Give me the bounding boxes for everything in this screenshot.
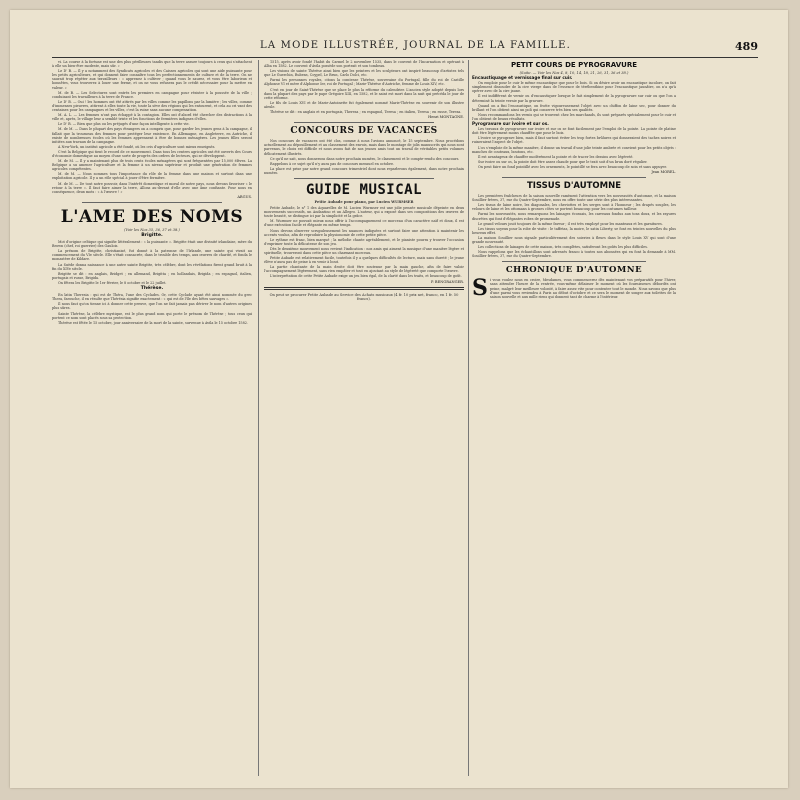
column-rule	[258, 60, 259, 776]
header-rule	[52, 57, 758, 58]
concours-paragraph: La place est prise par notre grand concours trimestriel dont nous reparlerons également, dans notre prochain numéro.	[264, 166, 464, 175]
section-divider	[82, 202, 222, 203]
column-2	[264, 60, 464, 776]
lame-des-noms-heading: L'AME DES NOMS	[60, 206, 244, 227]
section-divider	[294, 122, 434, 123]
footnote-divider	[264, 287, 464, 290]
brigitte-paragraph: Mot d'origine celtique qui signifie littéralement : « la puissante ». Brigitte était une divinité irlandaise, mère du Brown (chef, roi guerrier) des Gaulois.	[52, 240, 252, 249]
pyrogravure-heading: PETIT COURS DE PYROGRAVURE	[510, 61, 638, 69]
guide-paragraph: La partie chantante de la main droite doit être soutenue par la main gauche, afin de faire valoir l'accompagnement légèrement, sans rien empâter et tout en ajoutant au style de légèreté que comporte l'œuvre.	[264, 265, 464, 274]
guide-paragraph: Le rythme est franc, bien marqué ; la mélodie chante agréablement, et le pianiste pourra y trouver l'occasion d'exprimer toute la délicatesse de son jeu.	[264, 237, 464, 246]
concours-heading: CONCOURS DE VACANCES	[290, 126, 438, 137]
therese-continued-paragraph: 1515, après avoir fondé l'habit du Carmel le 2 novembre 1535, dans le couvent de l'Incarnation et opérant à Alba en 1582. Le couvent d'Avila possède son portrait et son tombeau.	[264, 60, 464, 69]
tissus-article	[472, 181, 676, 258]
therese-continued	[264, 60, 464, 119]
dialogue-paragraph: Le D' B. — Oui ! les hommes ont été attirés par les villes comme les papillons par la lumière ; les villes, comme d'immenses pieuvres, attirent à elles toute la vie, toute la sève des régions qui les entourent, et cela au cri vant des centaines pour les campagnes et les villes, c'est la ruine sans aucune compensation.	[52, 99, 252, 113]
pyrogravure-paragraph: On peut faire un fond pointillé avec les ornements, le pointillé se fera avec beaucoup de soin et sans appuyer.	[478, 164, 667, 169]
brigitte-paragraph: On fêtera les Brigitte le 1er février, le 8 octobre et le 22 juillet.	[58, 280, 167, 285]
concours-article	[264, 126, 464, 175]
dialogue-paragraph: C'est la Belgique qui tient le record de ce mouvement. Dans tous les centres agricoles ont été ouverts des Cours d'économie domestique au moyen d'une sorte de progrès des ordres de lecteurs, qui se développent.	[52, 149, 252, 158]
dialogue-paragraph: M. de M. — De tout notre pouvoir, dans l'intérêt domestique et moral de notre pays, nous devons favoriser « le retour à la terre ». Il faut faire aimer la terre, Allons au-devant d'elle avec une âme confiante. Pour nous en conséquence, deux mots : « à l'œuvre ! »	[52, 181, 252, 194]
section-divider	[294, 178, 434, 179]
dialogue-paragraph: Le D' B. — Bien que plus ou les préjugés d'une façon intelligente à cette vie.	[58, 122, 190, 127]
chronique-dropcap: S	[472, 275, 488, 302]
chronique-heading: CHRONIQUE D'AUTOMNE	[505, 265, 643, 276]
therese-continued-paragraph: Le fils de Louis XVI et de Marie-Antoinette fut également nommé Marie-Thérèse en souvenir de son illustre aïeule.	[264, 100, 464, 109]
page-header	[10, 40, 788, 56]
tissus-paragraph: La maison Souillier nous signale particulièrement des soieries à fleurs dans le style Louis XV qui sont d'une grande nouveauté.	[472, 235, 676, 244]
dialogue-paragraph: Le D' B. — Il y a notamment des Syndicats agricoles et des Caisses agricoles qui sont une aide puissante pour les petits agriculteurs, et qui donnent faire connaître tous les perfectionnements de culture et de la terre. On ne saurait trop répéter aux travailleurs : « apprenez à cultiver ; quand vous le saurez, et vous être laborieux et honnêtes, vous trouverez à louer une ferme, et on ne vous refusera pas le crédit nécessaire pour la mettre en valeur. »	[52, 69, 252, 90]
tissus-paragraph: Le grand velours jouit toujours de la même faveur ; il est très employé pour les manteaux et les garnitures.	[478, 221, 663, 226]
therese-title: Thérèse.	[140, 286, 164, 292]
column-rule	[468, 60, 469, 776]
column-3	[472, 60, 676, 776]
section-divider	[502, 261, 646, 262]
chronique-article	[472, 265, 676, 302]
therese-paragraph: Il nous faut qu'on tienne ici à donner cette preuve, que l'on ne fait jamais pas dériver le nom d'autres origines plus sûres.	[52, 302, 252, 311]
tissus-paragraph: Les collections de lainages de cette maison, très complètes, satisferont les goûts les plus difficiles.	[478, 245, 648, 250]
guide-musical-heading: GUIDE MUSICAL	[305, 181, 423, 198]
pyrogravure-article	[472, 61, 676, 174]
pyrogravure-paragraph: Il est avantageux de chauffer modérément la pointe et de tracer les dessins avec légèreté.	[478, 154, 634, 159]
pyrogravure-paragraph: L'os s'emploie de la même manière, il donne un travail d'une jolie teinte ambrée et convient pour les petits objets : manches de couteaux, boutons, etc.	[472, 145, 676, 154]
concours-paragraph: Nos concours de vacances ont été clos, comme à nous l'avions annoncé, le 15 septembre. Nous procédons actuellement au dépouillement et au classement des envois, mais dans le montage de jolis manuscrits qui nous sont parvenus, le choix est difficile et nous avons fait de nos jeunes amis tout un travail de véritables petits volumes délicatement illustrés.	[264, 139, 464, 156]
dialogue-paragraph: M. de M. — Nous sommes tous l'importance du rôle de la femme dans une maison et surtout dans une exploitation agricole. Il y a un rôle spécial à jouer d'être fermière.	[52, 172, 252, 181]
guide-paragraph: Petite Aubade est relativement facile, toutefois il y a quelques difficultés de lecture, mais sans dureté ; le jeune élève n'aura pas de peine à en venir à bout.	[264, 256, 464, 265]
lame-subtitle: (Voir les Nos 35, 36, 37 et 38.)	[124, 227, 180, 232]
lame-des-noms-article	[52, 207, 252, 325]
chronique-paragraph: i vous voulez nous en croire, Mesdames, vous commencerez dès maintenant vos préparatifs pour l'hiver, sans attendre l'heure de la rentrée, vous-même délaisser le moment où les fournisseurs débordés ont peine, malgré leur meilleure volonté, à faire assez vite pour contenter tout le monde. Nous savons que plus d'une parmi vous reviendra à Paris au début d'octobre et ce sera le moment de songer aux toilettes de la saison nouvelle et aux mille riens qui donnent tant de charme à l'intérieur.	[489, 278, 676, 299]
guide-footnote: On peut se procurer Petite Aubade au Service des Achats musicaux (4 fr. 10 prix net, franco, en 1 fr. 50 francs).	[269, 292, 459, 301]
guide-subtitle: Petite Aubade pour piano, par Lucien WURMSER	[314, 199, 414, 204]
dialogue-paragraph: M. de M. — Il y a maintenant plus de trois cents écoles ménagères qui sont fréquentées par 15,000 élèves. La Belgique a su amener l'agriculture et la femme à un niveau supérieur et produit une génération de femmes agricoles compétentes.	[52, 159, 252, 172]
journal-title: LA MODE ILLUSTRÉE, JOURNAL DE LA FAMILLE.	[260, 40, 572, 51]
pyrogravure-paragraph: Nous recommandons les vernis qui se trouvent chez les marchands, ils sont préparés spécialement pour le cuir et l'on obtient de beaux résultats.	[472, 112, 676, 121]
therese-continued-paragraph: Les visions de sainte Thérèse ainsi bien que les peintres et les sculpteurs ont inspiré beaucoup d'artistes tels que Le Guerchin, Rubens, Coypel, Le Brun, Carlo Dolci, etc.	[264, 69, 464, 78]
tissus-paragraph: Les premières fraîcheurs de la saison nouvelle ramènent l'attention vers les nouveautés d'automne, et la maison Souillier frères, 37, rue du Quatre-Septembre, nous en offre toute une série des plus intéressantes.	[472, 194, 676, 203]
pyrogravure-paragraph: Sur ivoire ou sur os, la pointe doit être assez chaude pour que le trait soit d'un brun doré régulier.	[478, 159, 648, 164]
brigitte-title: Brigitte.	[141, 233, 163, 238]
therese-paragraph: Sainte Thérèse, la célèbre mystique, est le plus grand nom qui porte le prénom de Thérèse ; tous ceux qui portent ce nom sont placés sous sa protection.	[52, 311, 252, 320]
pyrogravure-paragraph: Il est indifférent de vernir ou d'encaustiquer lorsque le fait simplement de la pyrogravure sur cuir ou que l'on a déterminé la teinte vernie par la gravure.	[472, 94, 676, 103]
pyrogravure-paragraph: On emploie pour le cuir le même encaustique que pour le bois. Si on désire avoir un encaustique incolore, on fait simplement dissoudre de la cire vierge dans de l'essence de térébenthine pour l'encaustique jaunâtre, on n'a qu'à opérer avec de la cire jaune.	[472, 81, 676, 94]
dialogue-article	[52, 60, 252, 199]
guide-paragraph: Nous devons observer scrupuleusement les nuances indiquées et surtout faire une attention à maintenir les accents voulus, afin de reproduire la physionomie de cette petite pièce.	[264, 228, 464, 237]
pyrogravure-subheading: Encaustiquage et vernissage final sur cuir.	[472, 75, 573, 81]
therese-continued-paragraph: Thérèse se dit : en anglais et en portugais, Theresa ; en espagnol, Teresa ; en italien, Teresa ; en russe, Tereza.	[270, 110, 462, 115]
pyrogravure-paragraph: L'ivoire se pyrograve bien, mais il faut surtout éviter les trop fortes brûlures qui donneraient des taches noires et ruineraient l'aspect de l'objet.	[472, 136, 676, 145]
section-divider	[502, 177, 646, 178]
page-number: 489	[735, 40, 758, 53]
guide-paragraph: L'interprétation de cette Petite Aubade exige un jeu bien égal, de la clarté dans les traits, et beaucoup de goût.	[270, 274, 462, 279]
tissus-paragraph: Les tissus soyeux pour la robe de visite : le taffetas, la moire, le satin Liberty, se font en teintes nouvelles du plus heureux effet.	[472, 226, 676, 235]
journal-page	[10, 10, 788, 788]
pyrogravure-signature: Jean MOREL.	[651, 169, 676, 174]
guide-paragraph: M. Wurmser ne pouvait mieux nous offrir à l'accompagnement ce morceau d'un caractère naïf et doux, il est d'une exécution facile et élégante en même temps.	[264, 219, 464, 228]
brigitte-paragraph: La Suède donna naissance à une autre sainte Brigitte, très célèbre, dont les révélations firent grand bruit à la fin du XIVe siècle.	[52, 262, 252, 271]
dialogue-paragraph: A New-York, un institut agricole a été fondé, où les cris d'agriculture sont mieux enseignés.	[58, 144, 216, 149]
column-1	[52, 60, 252, 776]
therese-signature: Henri MONTAGNE.	[428, 115, 464, 120]
tissus-paragraph: Les tissus de laine noire, les diagonales, les cheviottes et les serges sont à l'honneur ; les drapés souples, les velours de laine et les ottomans à grosses côtes se portent beaucoup pour les costumes tailleur.	[472, 203, 676, 212]
tissus-paragraph: Parmi les nouveautés, nous remarquons les lainages écossais, les carreaux fondus aux tons doux, et les rayures discrètes qui font d'élégantes robes de promenade.	[472, 212, 676, 221]
concours-paragraph: Rappelons à ce sujet qu'il n'y aura pas de concours mensuel en octobre.	[270, 161, 395, 166]
pyrogravure-subheading: Pyrogravure sur ivoire et sur os.	[472, 121, 549, 127]
pyrogravure-paragraph: Les travaux de pyrogravure sur ivoire et sur os se font facilement par l'emploi de la pointe. La pointe de platine doit être légèrement moins chauffée que pour le bois.	[472, 127, 676, 136]
therese-continued-paragraph: Parmi les personnes royales, citons la comtesse Thérèse, souveraine du Portugal, fille du roi de Castille Alphonse VI et mère d'Alphonse Ier, roi de Portugal ; Marie-Thérèse d'Autriche, femme de Louis XIV, etc.	[264, 78, 464, 87]
brigitte-paragraph: Brigitte se dit : en anglais, Bridget ; en allemand, Brigitta ; en hollandais, Brigida ; en espagnol, italien, portugais et russe, Brigida.	[52, 271, 252, 280]
concours-paragraph: Ce qu'il ne sait, nous donnerons dans notre prochain numéro, le classement et le compte-rendu des concours.	[270, 156, 460, 161]
therese-paragraph: En latin Theresia : qui est de Théra, l'une des Cyclades. Or, cette Cyclade ayant été ainsi nommée du grec Thera, farouche, il en résulte que Thérésia signifie exactement : « qui est de l'île des bêtes sauvages ».	[52, 293, 252, 302]
dialogue-paragraph: M. de B. — Les Selectures sont entrés les premiers en campagne pour résister à la poussée de la ville ; conduisant les travailleurs à la terre de France.	[52, 90, 252, 99]
pyrogravure-subtitle: (Suite. — Voir les Nos 4, 8, 10, 14, 18, 21, 26, 31, 36 et 38.)	[519, 71, 629, 75]
tissus-heading: TISSUS D'AUTOMNE	[526, 181, 622, 192]
tissus-paragraph: Nous rappelons que les échantillons sont adressés franco à toutes nos abonnées qui en font la demande à MM. Souillier frères, 37, rue du Quatre-Septembre.	[472, 250, 676, 259]
dialogue-paragraph: M. de M. — Dans le plupart des pays étrangers on a compris que, pour garder les jeunes gens à la campagne, il fallait que la trousseau des femmes pour protéger leur existence. En Allemagne, en Angleterre, en Autriche, il existe de nombreuses écoles où les femmes apprennent à être de bonnes ménagères. Les jeunes filles seront initiées aux travaux de la campagne.	[52, 127, 252, 144]
therese-paragraph: Thérèse est fêtée le 15 octobre, jour anniversaire de la mort de la sainte, survenue à Avila le 15 octobre 1582.	[58, 320, 248, 325]
dialogue-signature: ARGUS.	[237, 194, 252, 199]
guide-musical-article	[264, 182, 464, 301]
guide-paragraph: Petite Aubade, le n° 1 des Aquarelles de M. Lucien Wurmser est une jolie pensée musicale dépeinte en deux mouvements successifs, un Andantino et un Allegro. L'auteur, qui a exposé dans ses compositions des œuvres de toute beauté, se distingue ici par la simplicité et la grâce.	[264, 206, 464, 219]
dialogue-paragraph: M. A. L. — Les femmes n'ont pas échappé à la contagion. Elles ont d'abord été chercher des distractions à la ville et, après, le village leur a semblé triste et les fonctions de fermières indignes d'elles.	[52, 113, 252, 122]
dialogue-paragraph: vi. La course à la fortune est une des plus périlleuses tandis que la terre assure toujours à ceux qui s'attachent à elle un bien-être modeste, mais sûr. »	[52, 60, 252, 69]
therese-continued-paragraph: C'est en jour de Saint-Thérèse que se place le plus la réforme du calendrier. L'ancien style adopté depuis lors dans la plupart des pays par le pape Grégoire XIII, en 1582, et le saint est mort dans la nuit qui précéda le jour de cette réforme.	[264, 87, 464, 100]
brigitte-paragraph: La prénom de Brigitte, christianisé, fut donné à la patronne de l'Irlande, une sainte qui vivait au commencement du VIe siècle. Elle s'était consacrée, dans le trouble des temps, aux œuvres de charité, et fonda le monastère de Kildare.	[52, 249, 252, 262]
guide-paragraph: Dès le deuxième mouvement nous revient l'indication : nos amis qui aiment la musique d'une manière légère et spirituelle, trouveront dans cette pièce un charmant morceau.	[264, 246, 464, 255]
pyrogravure-paragraph: Quand on a fini l'encaustique, on frotte vigoureusement l'objet avec un chiffon de laine sec, pour donner du brillant et l'on obtient ainsi un poli qui conserve très bien ses qualités.	[472, 103, 676, 112]
guide-signature: P. BENGRANGER.	[430, 279, 464, 284]
